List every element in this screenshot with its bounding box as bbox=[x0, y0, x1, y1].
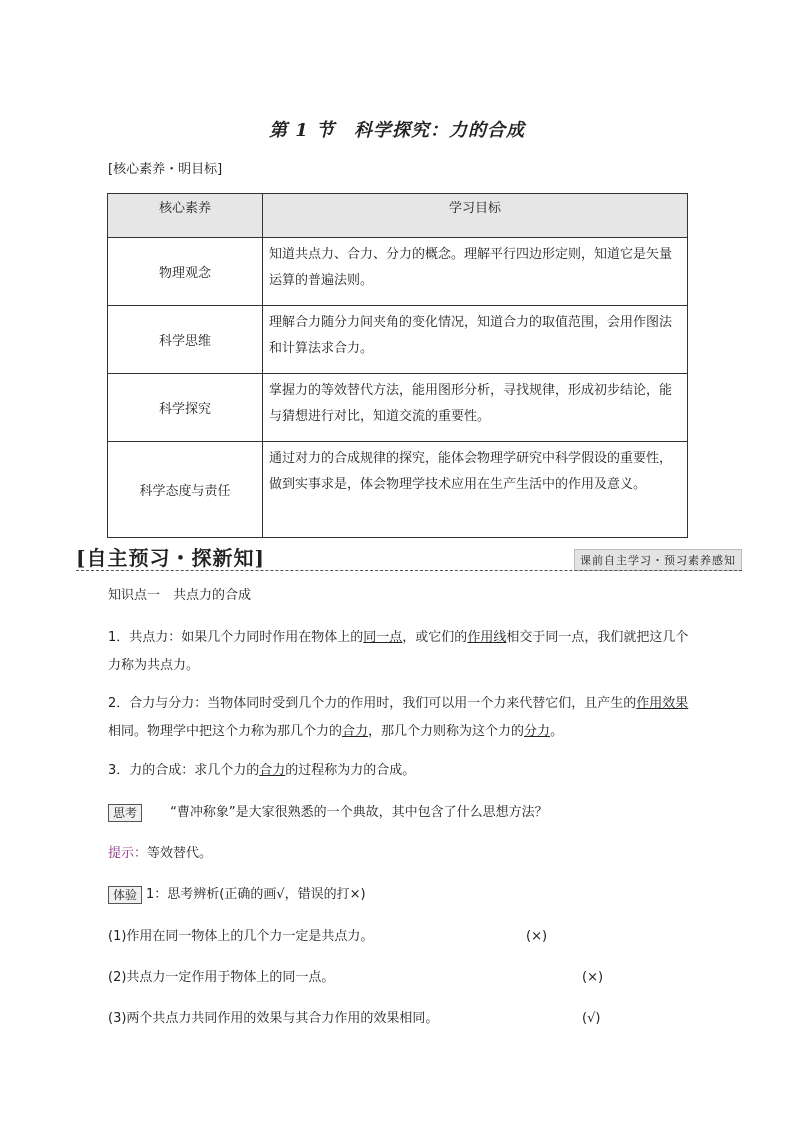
hint-label: 提示： bbox=[108, 846, 148, 861]
row-goal: 通过对力的合成规律的探究，能体会物理学研究中科学假设的重要性，做到实事求是，体会物理学技术应用在生产生活中的作用及意义。 bbox=[263, 442, 688, 538]
experience-tag: 体验 bbox=[108, 886, 142, 904]
list-item: (1)作用在同一物体上的几个力一定是共点力。 (×) bbox=[108, 923, 693, 951]
knowledge-point-title: 知识点一 共点力的合成 bbox=[108, 588, 252, 603]
think-text: “曹冲称象”是大家很熟悉的一个典故，其中包含了什么思想方法？ bbox=[170, 805, 548, 820]
answer-mark: (×) bbox=[526, 929, 548, 944]
core-literacy-label: [核心素养・明目标] bbox=[108, 162, 223, 177]
section-divider bbox=[76, 570, 742, 571]
row-core: 物理观念 bbox=[108, 238, 263, 306]
answer-mark: (√) bbox=[582, 1011, 601, 1026]
row-core: 科学探究 bbox=[108, 374, 263, 442]
section-title: [自主预习・探新知] bbox=[76, 546, 265, 570]
experience-line bbox=[108, 881, 693, 909]
hint-text: 等效替代。 bbox=[147, 846, 213, 861]
row-goal: 掌握力的等效替代方法，能用图形分析，寻找规律，形成初步结论，能与猜想进行对比，知道交流的重要性。 bbox=[263, 374, 688, 442]
table-row bbox=[108, 306, 688, 374]
header-goal: 学习目标 bbox=[263, 194, 688, 238]
list-item: (3)两个共点力共同作用的效果与其合力作用的效果相同。 (√) bbox=[108, 1005, 693, 1033]
experience-text: 1：思考辨析(正确的画√，错误的打×) bbox=[146, 887, 366, 902]
paragraph-composition: 3．力的合成：求几个力的合力的过程称为力的合成。 bbox=[108, 763, 416, 778]
paragraph-concurrent-force: 1．共点力：如果几个力同时作用在物体上的同一点，或它们的作用线相交于同一点，我们就把这几个力称为共点力。 bbox=[108, 630, 689, 673]
section-tag: 课前自主学习・预习素养感知 bbox=[574, 549, 742, 571]
table-row bbox=[108, 442, 688, 538]
section-header bbox=[76, 542, 742, 572]
row-goal: 知道共点力、合力、分力的概念。理解平行四边形定则，知道它是矢量运算的普遍法则。 bbox=[263, 238, 688, 306]
table-row bbox=[108, 374, 688, 442]
row-core: 科学思维 bbox=[108, 306, 263, 374]
hint-line bbox=[108, 840, 693, 868]
table-row bbox=[108, 238, 688, 306]
row-goal: 理解合力随分力间夹角的变化情况，知道合力的取值范围，会用作图法和计算法求合力。 bbox=[263, 306, 688, 374]
row-core: 科学态度与责任 bbox=[108, 442, 263, 538]
goals-table bbox=[107, 193, 688, 538]
list-item: (2)共点力一定作用于物体上的同一点。 (×) bbox=[108, 964, 693, 992]
table-header-row bbox=[108, 194, 688, 238]
think-tag: 思考 bbox=[108, 804, 142, 822]
header-core: 核心素养 bbox=[108, 194, 263, 238]
answer-mark: (×) bbox=[582, 970, 604, 985]
think-question bbox=[108, 799, 693, 827]
page-title: 第 1 节 科学探究：力的合成 bbox=[268, 120, 526, 141]
paragraph-resultant-force: 2．合力与分力：当物体同时受到几个力的作用时，我们可以用一个力来代替它们，且产生的作用效果相同。物理学中把这个力称为那几个力的合力，那几个力则称为这个力的分力。 bbox=[108, 696, 689, 739]
